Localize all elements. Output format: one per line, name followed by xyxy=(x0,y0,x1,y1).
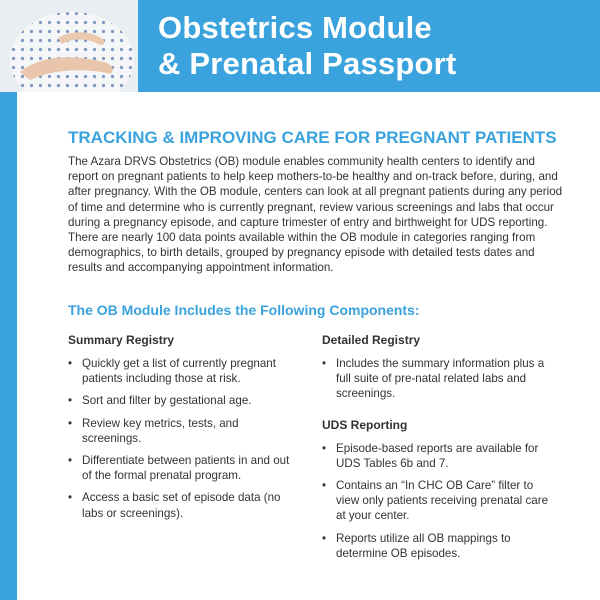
list-item xyxy=(322,531,554,561)
title-line-1: Obstetrics Module xyxy=(158,10,432,45)
summary-registry-column xyxy=(68,333,298,528)
list-item-text: Access a basic set of episode data (no labs or screenings). xyxy=(82,491,281,520)
list-item xyxy=(68,356,298,386)
summary-registry-title: Summary Registry xyxy=(68,333,175,347)
bullet-icon: • xyxy=(68,394,73,408)
bullet-icon: • xyxy=(322,357,327,370)
title-line-2: & Prenatal Passport xyxy=(158,46,457,81)
bullet-icon: • xyxy=(68,416,73,430)
detailed-registry-list xyxy=(322,356,554,402)
list-item-text: Quickly get a list of currently pregnant patients including those at risk. xyxy=(82,357,276,386)
list-item xyxy=(322,441,554,471)
right-column xyxy=(322,333,554,568)
main-content xyxy=(68,128,568,276)
bullet-icon: • xyxy=(322,479,327,493)
list-item xyxy=(68,416,298,446)
document-title xyxy=(158,10,456,82)
list-item xyxy=(68,490,298,520)
components-heading: The OB Module Includes the Following Components: xyxy=(68,302,420,318)
left-accent-bar xyxy=(0,92,17,600)
list-item-text: Review key metrics, tests, and screenings. xyxy=(82,416,239,445)
header-banner xyxy=(0,0,600,92)
bullet-icon: • xyxy=(68,454,73,468)
list-item xyxy=(322,478,554,524)
list-item-text: Includes the summary information plus a full suite of pre-natal related labs and screenings. xyxy=(336,357,545,401)
list-item-text: Contains an “In CHC OB Care” filter to view only patients receiving prenatal care at your center. xyxy=(336,479,549,523)
list-item xyxy=(68,453,298,483)
bullet-icon: • xyxy=(322,441,327,455)
list-item-text: Reports utilize all OB mappings to determine OB episodes. xyxy=(336,531,511,560)
list-item xyxy=(68,393,298,408)
detailed-registry-title: Detailed Registry xyxy=(322,333,421,347)
list-item-text: Episode-based reports are available for UDS Tables 6b and 7. xyxy=(336,441,539,470)
list-item-text: Sort and filter by gestational age. xyxy=(82,394,252,408)
bullet-icon: • xyxy=(68,491,73,505)
uds-reporting-list xyxy=(322,441,554,561)
summary-registry-list xyxy=(68,356,298,521)
intro-paragraph: The Azara DRVS Obstetrics (OB) module enables community health centers to identify and report on pregnant patients to help keep mothers-to-be healthy and on-track before, during, and after pregnancy. With the OB module, centers can look at all pregnant patients during any period of time and determine who is currently pregnant, review various screenings and labs that occur during a pregnancy episode, and capture trimester of entry and birthweight for UDS reporting. There are nearly 100 data points available within the OB module in categories ranging from demographics, to birth details, grouped by pregnancy episode with detailed tests dates and results and accompanying appointment information. xyxy=(68,155,563,275)
pregnant-patient-photo xyxy=(0,0,138,92)
list-item-text: Differentiate between patients in and out of the formal prenatal program. xyxy=(82,454,290,483)
uds-reporting-title: UDS Reporting xyxy=(322,417,408,432)
section-heading: TRACKING & IMPROVING CARE FOR PREGNANT PATIENTS xyxy=(68,128,557,147)
bullet-icon: • xyxy=(322,531,327,545)
bullet-icon: • xyxy=(68,357,73,370)
list-item xyxy=(322,356,554,402)
